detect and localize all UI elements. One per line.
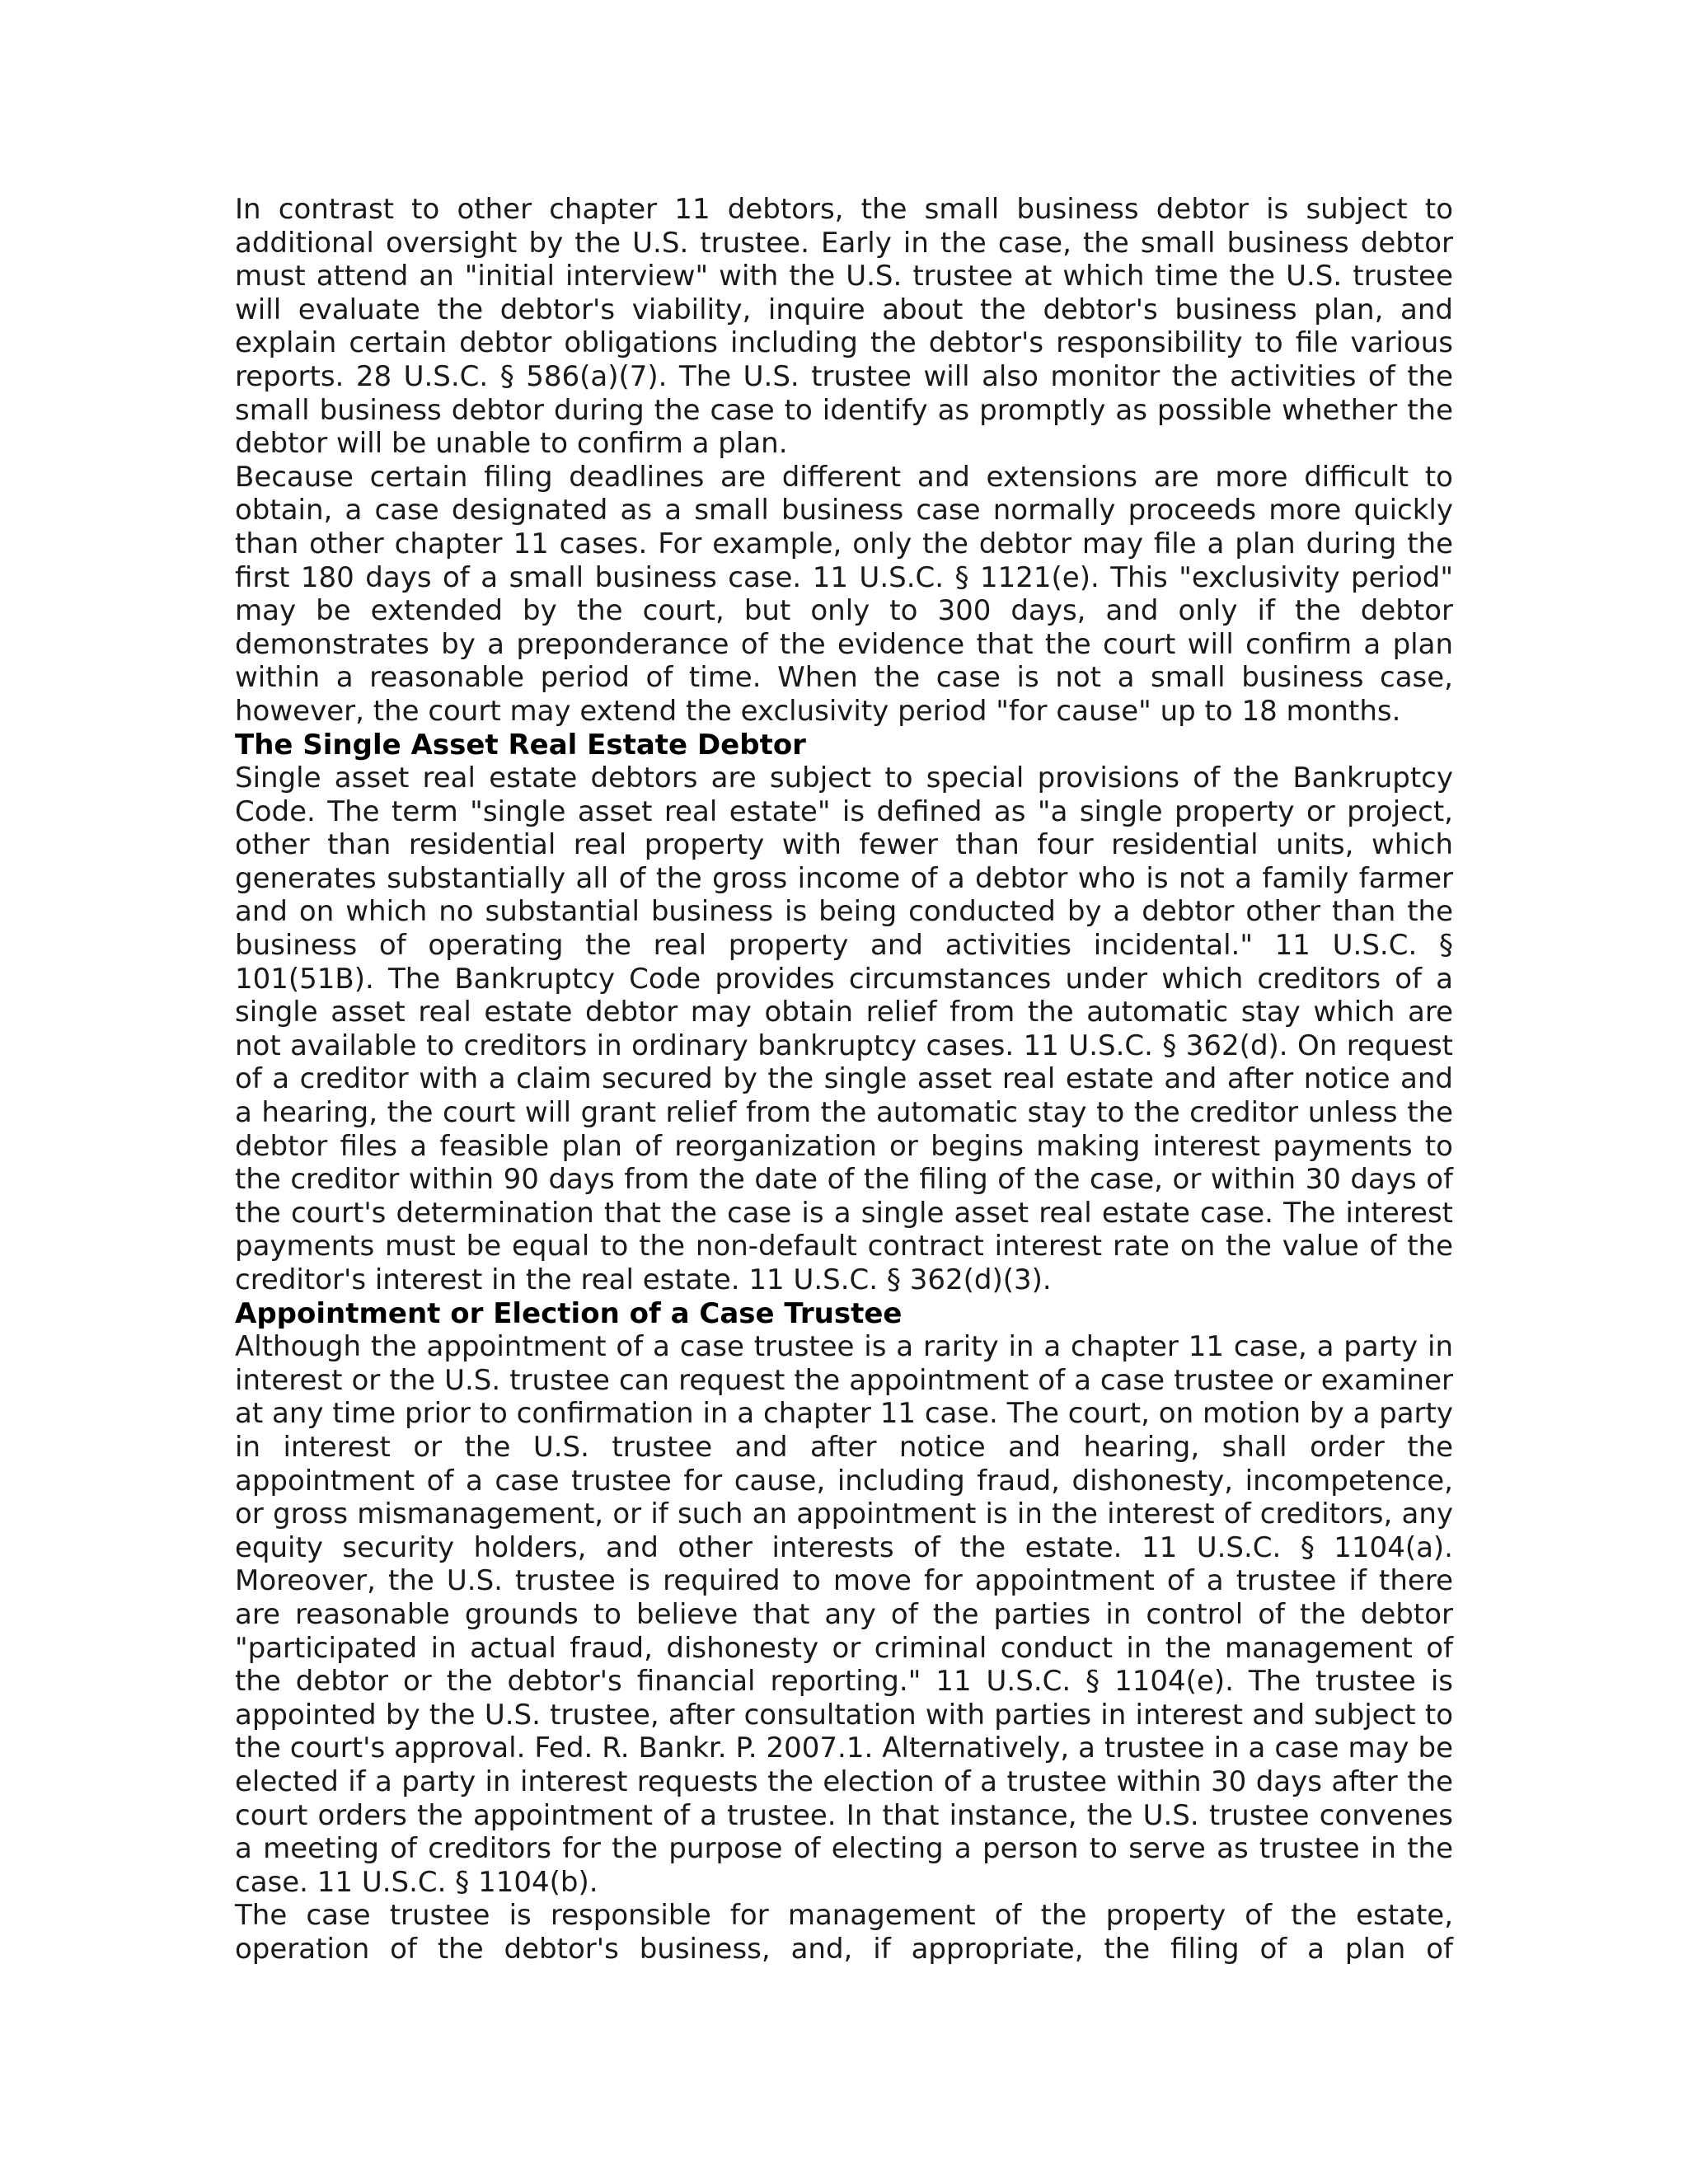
paragraph-filing-deadlines: Because certain filing deadlines are different and extensions are more difficult to obtain, a case designated as a small business case normally proceeds more quickly than other chapter 11 cases. For example, only the debtor may file a plan during the first 180 days of a small business case. 11 U.S.C. § 1121(e). This "exclusivity period" may be extended by the court, but only to 300 days, and only if the debtor demonstrates by a preponderance of the evidence that the court will confirm a plan within a reasonable period of time. When the case is not a small business case, however, the court may extend the exclusivity period "for cause" up to 18 months.: [235, 460, 1453, 728]
paragraph-small-business-oversight: In contrast to other chapter 11 debtors, the small business debtor is subject to additional oversight by the U.S. trustee. Early in the case, the small business debtor must attend an "initial interview" with the U.S. trustee at which time the U.S. trustee will evaluate the debtor's viability, inquire about the debtor's business plan, and explain certain debtor obligations including the debtor's responsibility to file various reports. 28 U.S.C. § 586(a)(7). The U.S. trustee will also monitor the activities of the small business debtor during the case to identify as promptly as possible whether the debtor will be unable to confirm a plan.: [235, 193, 1453, 461]
document-page: [235, 193, 1453, 1966]
paragraph-case-trustee-appointment: Although the appointment of a case trustee is a rarity in a chapter 11 case, a party in interest or the U.S. trustee can request the appointment of a case trustee or examiner at any time prior to confirmation in a chapter 11 case. The court, on motion by a party in interest or the U.S. trustee and after notice and hearing, shall order the appointment of a case trustee for cause, including fraud, dishonesty, incompetence, or gross mismanagement, or if such an appointment is in the interest of creditors, any equity security holders, and other interests of the estate. 11 U.S.C. § 1104(a). Moreover, the U.S. trustee is required to move for appointment of a trustee if there are reasonable grounds to believe that any of the parties in control of the debtor "participated in actual fraud, dishonesty or criminal conduct in the management of the debtor or the debtor's financial reporting." 11 U.S.C. § 1104(e). The trustee is appointed by the U.S. trustee, after consultation with parties in interest and subject to the court's approval. Fed. R. Bankr. P. 2007.1. Alternatively, a trustee in a case may be elected if a party in interest requests the election of a trustee within 30 days after the court orders the appointment of a trustee. In that instance, the U.S. trustee convenes a meeting of creditors for the purpose of electing a person to serve as trustee in the case. 11 U.S.C. § 1104(b).: [235, 1330, 1453, 1899]
heading-case-trustee: Appointment or Election of a Case Trustee: [235, 1296, 903, 1330]
heading-single-asset-real-estate: The Single Asset Real Estate Debtor: [235, 728, 806, 762]
paragraph-case-trustee-responsibility: The case trustee is responsible for management of the property of the estate, operation of the debtor's business, and, if appropriate, the filing of a plan of: [235, 1899, 1453, 1966]
paragraph-single-asset-real-estate: Single asset real estate debtors are subject to special provisions of the Bankruptcy Code. The term "single asset real estate" is defined as "a single property or project, other than residential real property with fewer than four residential units, which generates substantially all of the gross income of a debtor who is not a family farmer and on which no substantial business is being conducted by a debtor other than the business of operating the real property and activities incidental." 11 U.S.C. § 101(51B). The Bankruptcy Code provides circumstances under which creditors of a single asset real estate debtor may obtain relief from the automatic stay which are not available to creditors in ordinary bankruptcy cases. 11 U.S.C. § 362(d). On request of a creditor with a claim secured by the single asset real estate and after notice and a hearing, the court will grant relief from the automatic stay to the creditor unless the debtor files a feasible plan of reorganization or begins making interest payments to the creditor within 90 days from the date of the filing of the case, or within 30 days of the court's determination that the case is a single asset real estate case. The interest payments must be equal to the non-default contract interest rate on the value of the creditor's interest in the real estate. 11 U.S.C. § 362(d)(3).: [235, 762, 1453, 1296]
